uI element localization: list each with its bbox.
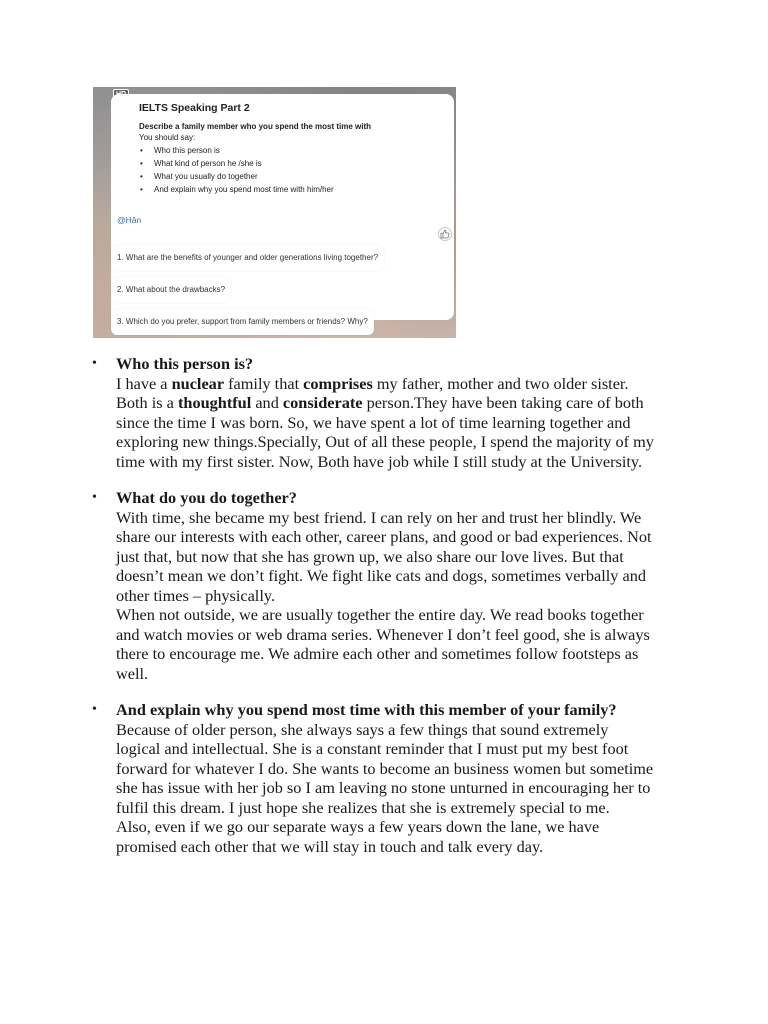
bullet-icon: • xyxy=(92,356,97,371)
section-paragraph: Because of older person, she always says a few things that sound extremely logical and intellectual. She is a constant reminder that I must put my best foot forward for whatever I do. She wants to become an business women but sometime she has issue with her job so I am leaving no stone unturned in encouraging her to fulfil this dream. I just hope she realizes that she is extremely special to me. xyxy=(116,719,654,817)
answer-section xyxy=(92,700,656,856)
suggested-question[interactable]: 3. Which do you prefer, support from family members or friends? Why? xyxy=(111,309,374,335)
bullet-icon: • xyxy=(92,702,97,717)
key-vocabulary: nuclear xyxy=(171,373,225,393)
key-vocabulary: considerate xyxy=(282,393,363,412)
card-prompt: Describe a family member who you spend the most time with xyxy=(139,122,372,131)
answer-sections xyxy=(92,354,656,856)
thumbs-up-icon[interactable] xyxy=(438,227,452,241)
ielts-screenshot xyxy=(93,87,456,338)
answer-section xyxy=(92,488,656,683)
suggested-question[interactable]: 1. What are the benefits of younger and older generations living together? xyxy=(111,245,384,271)
section-paragraph: When not outside, we are usually together the entire day. We read books together and watch movies or web drama series. Whenever I don’t feel good, she is always there to encourage me. We admire each other and sometimes follow footsteps as well. xyxy=(116,605,650,683)
card-point: • What kind of person he /she is xyxy=(139,158,334,171)
card-point: • Who this person is xyxy=(139,145,334,158)
user-mention[interactable]: @Hân xyxy=(117,215,142,225)
section-paragraph: With time, she became my best friend. I can rely on her and trust her blindly. We share our interests with each other, career plans, and good or bad experiences. Not just that, but now that she has grown up, we also share our love lives. But that doesn’t mean we don’t fight. We fight like cats and dogs, sometimes verbally and other times – physically. xyxy=(116,507,652,605)
card-point: • What you usually do together xyxy=(139,171,334,184)
card-you-should-say: You should say: xyxy=(139,133,196,142)
key-vocabulary: comprises xyxy=(303,373,373,393)
card-points-list xyxy=(139,145,334,197)
answer-section xyxy=(92,354,656,471)
card-point: • And explain why you spend most time with him/her xyxy=(139,184,334,197)
bullet-icon: • xyxy=(92,490,97,505)
key-vocabulary: thoughtful xyxy=(177,393,252,412)
card-title: IELTS Speaking Part 2 xyxy=(139,102,250,114)
suggested-question[interactable]: 2. What about the drawbacks? xyxy=(111,277,231,303)
section-heading: Who this person is? xyxy=(116,354,254,373)
section-paragraph: I have a nuclear family that comprises my father, mother and two older sister. Both is a thoughtful and considerate person.They have been taking care of both since the time I was born. So, we have spent a lot of time learning together and exploring new things.Specially, Out of all these people, I spend the majority of my time with my first sister. Now, Both have job while I still study at the University. xyxy=(116,373,654,471)
section-paragraph: Also, even if we go our separate ways a few years down the lane, we have promised each other that we will stay in touch and talk every day. xyxy=(116,817,600,856)
section-heading: What do you do together? xyxy=(116,488,297,507)
section-heading: And explain why you spend most time with this member of your family? xyxy=(116,700,617,719)
